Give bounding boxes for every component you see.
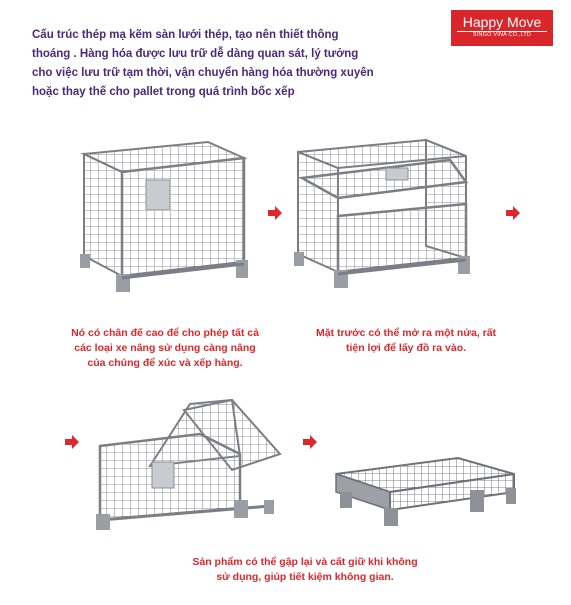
caption-front-open bbox=[288, 326, 524, 356]
caption-foldable bbox=[160, 555, 450, 585]
wire-cage-front-open-image bbox=[290, 138, 496, 302]
intro-line-4: hoặc thay thế cho pallet trong quá trình bốc xếp bbox=[32, 86, 295, 98]
brand-logo bbox=[451, 10, 553, 46]
logo-company-name: SINGO VINA CO.,LTD bbox=[472, 32, 532, 38]
caption-forklift-line-1: Nó có chân đế cao để cho phép tất cả bbox=[71, 327, 259, 339]
caption-forklift bbox=[35, 326, 295, 371]
caption-forklift-line-2: các loại xe nâng sử dụng càng nâng bbox=[74, 342, 256, 354]
caption-front-open-line-2: tiện lợi để lấy đồ ra vào. bbox=[345, 342, 467, 354]
intro-text bbox=[32, 26, 432, 102]
caption-foldable-line-2: sử dụng, giúp tiết kiệm không gian. bbox=[216, 571, 394, 583]
intro-line-1: Cấu trúc thép mạ kẽm sàn lưới thép, tạo nên thiết thông bbox=[32, 29, 339, 41]
caption-foldable-line-1: Sản phẩm có thể gập lại và cất giữ khi không bbox=[192, 556, 418, 568]
wire-cage-closed-image bbox=[66, 138, 258, 306]
right-arrow-icon bbox=[267, 205, 283, 221]
intro-line-2: thoáng . Hàng hóa được lưu trữ dễ dàng quan sát, lý tưởng bbox=[32, 48, 359, 60]
caption-forklift-line-3: của chúng để xúc và xếp hàng. bbox=[87, 357, 243, 369]
right-arrow-icon bbox=[302, 434, 318, 450]
intro-line-3: cho việc lưu trữ tạm thời, vận chuyển hàng hóa thường xuyên bbox=[32, 67, 374, 79]
wire-cage-folded-image bbox=[330, 452, 520, 536]
logo-brand-name: Happy Move bbox=[462, 14, 542, 30]
right-arrow-icon bbox=[64, 434, 80, 450]
logo-divider bbox=[457, 31, 547, 32]
right-arrow-icon bbox=[505, 205, 521, 221]
wire-cage-folding-image bbox=[90, 396, 286, 532]
caption-front-open-line-1: Mặt trước có thể mở ra một nửa, rất bbox=[315, 327, 497, 339]
